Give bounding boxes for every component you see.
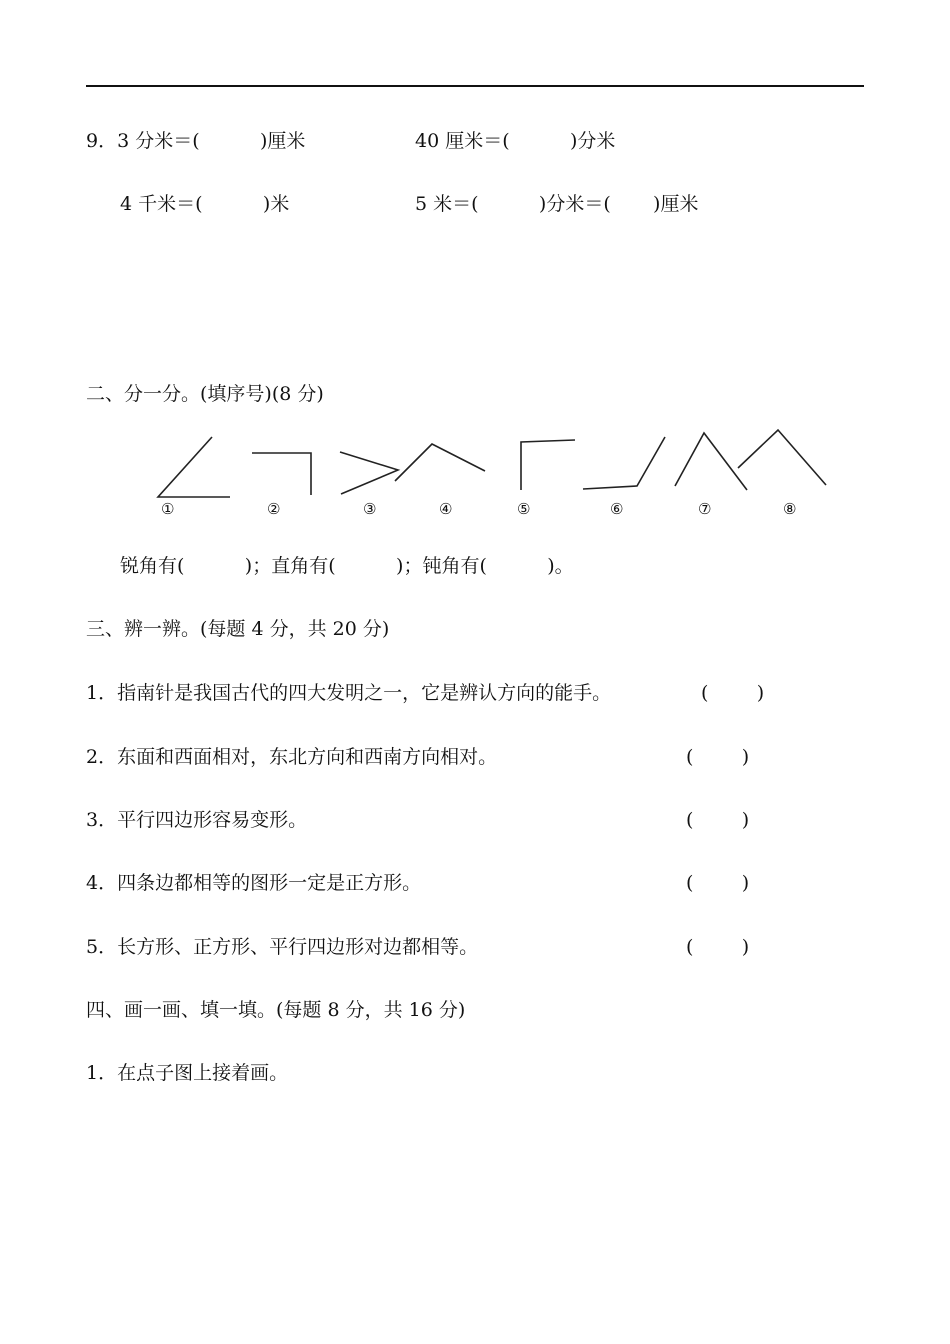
judge-item-3-text: 3．平行四边形容易变形。 <box>86 809 308 831</box>
angle-label-7: ⑦ <box>698 500 712 518</box>
angle-label-5: ⑤ <box>517 500 531 518</box>
judge-item-3-paren: ( ) <box>686 809 750 831</box>
judge-item-5-paren: ( ) <box>686 936 750 958</box>
section4-title: 四、画一画、填一填。(每题 8 分，共 16 分) <box>86 999 466 1021</box>
angle-label-8: ⑧ <box>783 500 797 518</box>
judge-item-4-text: 4．四条边都相等的图形一定是正方形。 <box>86 872 422 894</box>
q9-row-2 <box>120 191 699 295</box>
angle-4-obtuse <box>395 444 485 481</box>
judge-item-2-paren: ( ) <box>686 746 750 768</box>
angle-label-3: ③ <box>363 500 377 518</box>
judge-item-1-text: 1．指南针是我国古代的四大发明之一，它是辨认方向的能手。 <box>86 682 612 704</box>
angle-2-right <box>252 453 311 495</box>
section2-answer-line: 锐角有( )；直角有( )；钝角有( )。 <box>120 555 574 577</box>
judge-item-4-paren: ( ) <box>686 872 750 894</box>
header-rule <box>86 85 864 87</box>
angle-8-acute <box>738 430 826 485</box>
q9-dm-to-cm: 9．3 分米＝( )厘米 <box>86 130 306 152</box>
angle-1-acute <box>158 437 230 497</box>
angle-figures <box>140 425 840 525</box>
q9-m-to-dm-cm: 5 米＝( )分米＝( )厘米 <box>415 193 699 215</box>
q9-cm-to-dm: 40 厘米＝( )分米 <box>415 130 616 152</box>
q9-km-to-m: 4 千米＝( )米 <box>120 193 290 215</box>
section3-title: 三、辨一辨。(每题 4 分，共 20 分) <box>86 618 390 640</box>
angle-label-2: ② <box>267 500 281 518</box>
judge-item-1-paren: ( ) <box>701 682 765 704</box>
angle-label-1: ① <box>161 500 175 518</box>
angle-label-4: ④ <box>439 500 453 518</box>
judge-item-2-text: 2．东面和西面相对，东北方向和西南方向相对。 <box>86 746 498 768</box>
angle-7-acute <box>675 433 747 490</box>
angle-label-6: ⑥ <box>610 500 624 518</box>
angle-3-acute <box>340 452 398 494</box>
angle-5-right <box>521 440 575 490</box>
angle-6-obtuse <box>583 437 665 489</box>
judge-item-5-text: 5．长方形、正方形、平行四边形对边都相等。 <box>86 936 479 958</box>
section4-item-1: 1．在点子图上接着画。 <box>86 1062 289 1084</box>
section2-title: 二、分一分。(填序号)(8 分) <box>86 383 324 405</box>
